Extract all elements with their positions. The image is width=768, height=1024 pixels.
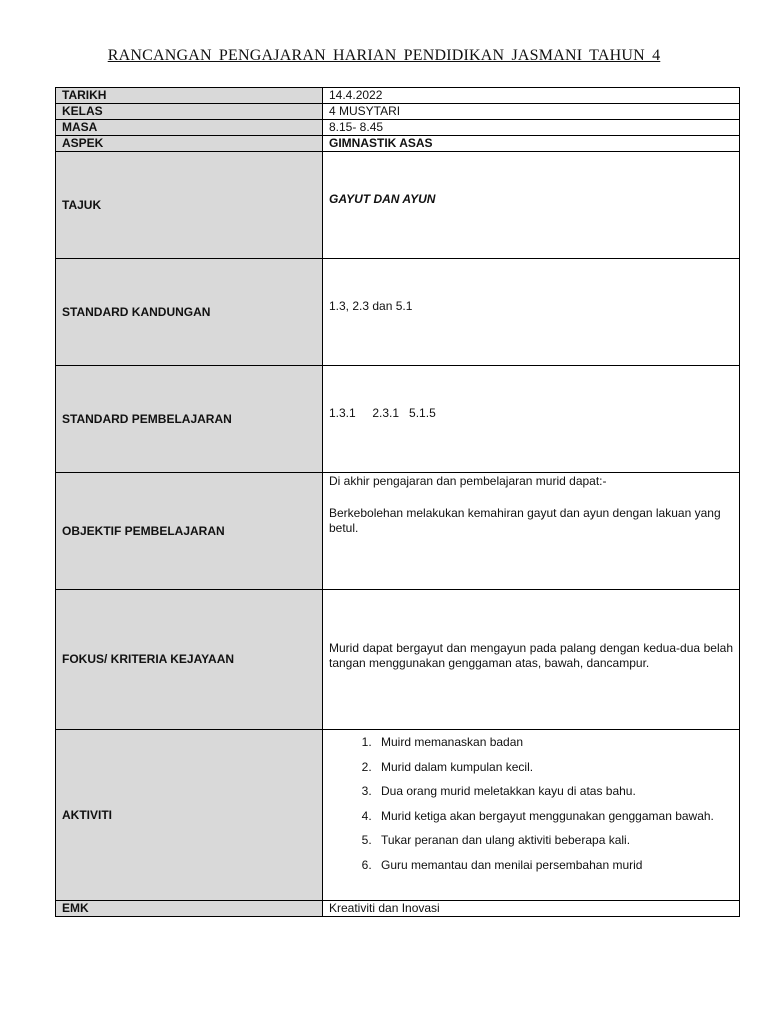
page-title: RANCANGAN PENGAJARAN HARIAN PENDIDIKAN JASMANI TAHUN 4: [107, 47, 661, 64]
list-item: 5. Tukar peranan dan ulang aktiviti beberapa kali.: [375, 828, 733, 853]
label-objektif: OBJEKTIF PEMBELAJARAN: [56, 473, 323, 590]
value-kelas: 4 MUSYTARI: [323, 104, 740, 120]
row-fokus: [56, 590, 740, 730]
row-aktiviti: [56, 730, 740, 901]
list-item: 4. Murid ketiga akan bergayut menggunakan genggaman bawah.: [375, 804, 733, 829]
list-item: 3. Dua orang murid meletakkan kayu di atas bahu.: [375, 779, 733, 804]
label-aktiviti: AKTIVITI: [56, 730, 323, 901]
value-masa: 8.15- 8.45: [323, 120, 740, 136]
objektif-intro: Di akhir pengajaran dan pembelajaran murid dapat:-: [329, 474, 607, 488]
row-tarikh: [56, 88, 740, 104]
label-kelas: KELAS: [56, 104, 323, 120]
value-tarikh: 14.4.2022: [323, 88, 740, 104]
label-standard-kandungan: STANDARD KANDUNGAN: [56, 259, 323, 366]
list-item: 6. Guru memantau dan menilai persembahan murid: [375, 853, 733, 878]
label-standard-pembelajaran: STANDARD PEMBELAJARAN: [56, 366, 323, 473]
value-standard-pembelajaran: 1.3.1 2.3.1 5.1.5: [323, 366, 740, 473]
row-aspek: [56, 136, 740, 152]
value-aspek: GIMNASTIK ASAS: [323, 136, 740, 152]
label-fokus: FOKUS/ KRITERIA KEJAYAAN: [56, 590, 323, 730]
list-item: 1. Muird memanaskan badan: [375, 730, 733, 755]
row-standard-kandungan: [56, 259, 740, 366]
row-emk: [56, 901, 740, 917]
lesson-plan-table: [55, 87, 740, 917]
value-emk: Kreativiti dan Inovasi: [323, 901, 740, 917]
row-masa: [56, 120, 740, 136]
label-masa: MASA: [56, 120, 323, 136]
row-standard-pembelajaran: [56, 366, 740, 473]
label-tajuk: TAJUK: [56, 152, 323, 259]
row-objektif: [56, 473, 740, 590]
row-kelas: [56, 104, 740, 120]
value-objektif: [323, 473, 740, 590]
objektif-statement: Berkebolehan melakukan kemahiran gayut dan ayun dengan lakuan yang betul.: [329, 506, 721, 535]
value-aktiviti: [323, 730, 740, 901]
label-emk: EMK: [56, 901, 323, 917]
value-standard-kandungan: 1.3, 2.3 dan 5.1: [323, 259, 740, 366]
list-item: 2. Murid dalam kumpulan kecil.: [375, 755, 733, 780]
label-aspek: ASPEK: [56, 136, 323, 152]
aktiviti-list: [329, 730, 733, 877]
value-tajuk: GAYUT DAN AYUN: [323, 152, 740, 259]
label-tarikh: TARIKH: [56, 88, 323, 104]
value-fokus: Murid dapat bergayut dan mengayun pada palang dengan kedua-dua belah tangan menggunakan genggaman atas, bawah, dancampur.: [323, 590, 740, 730]
row-tajuk: [56, 152, 740, 259]
